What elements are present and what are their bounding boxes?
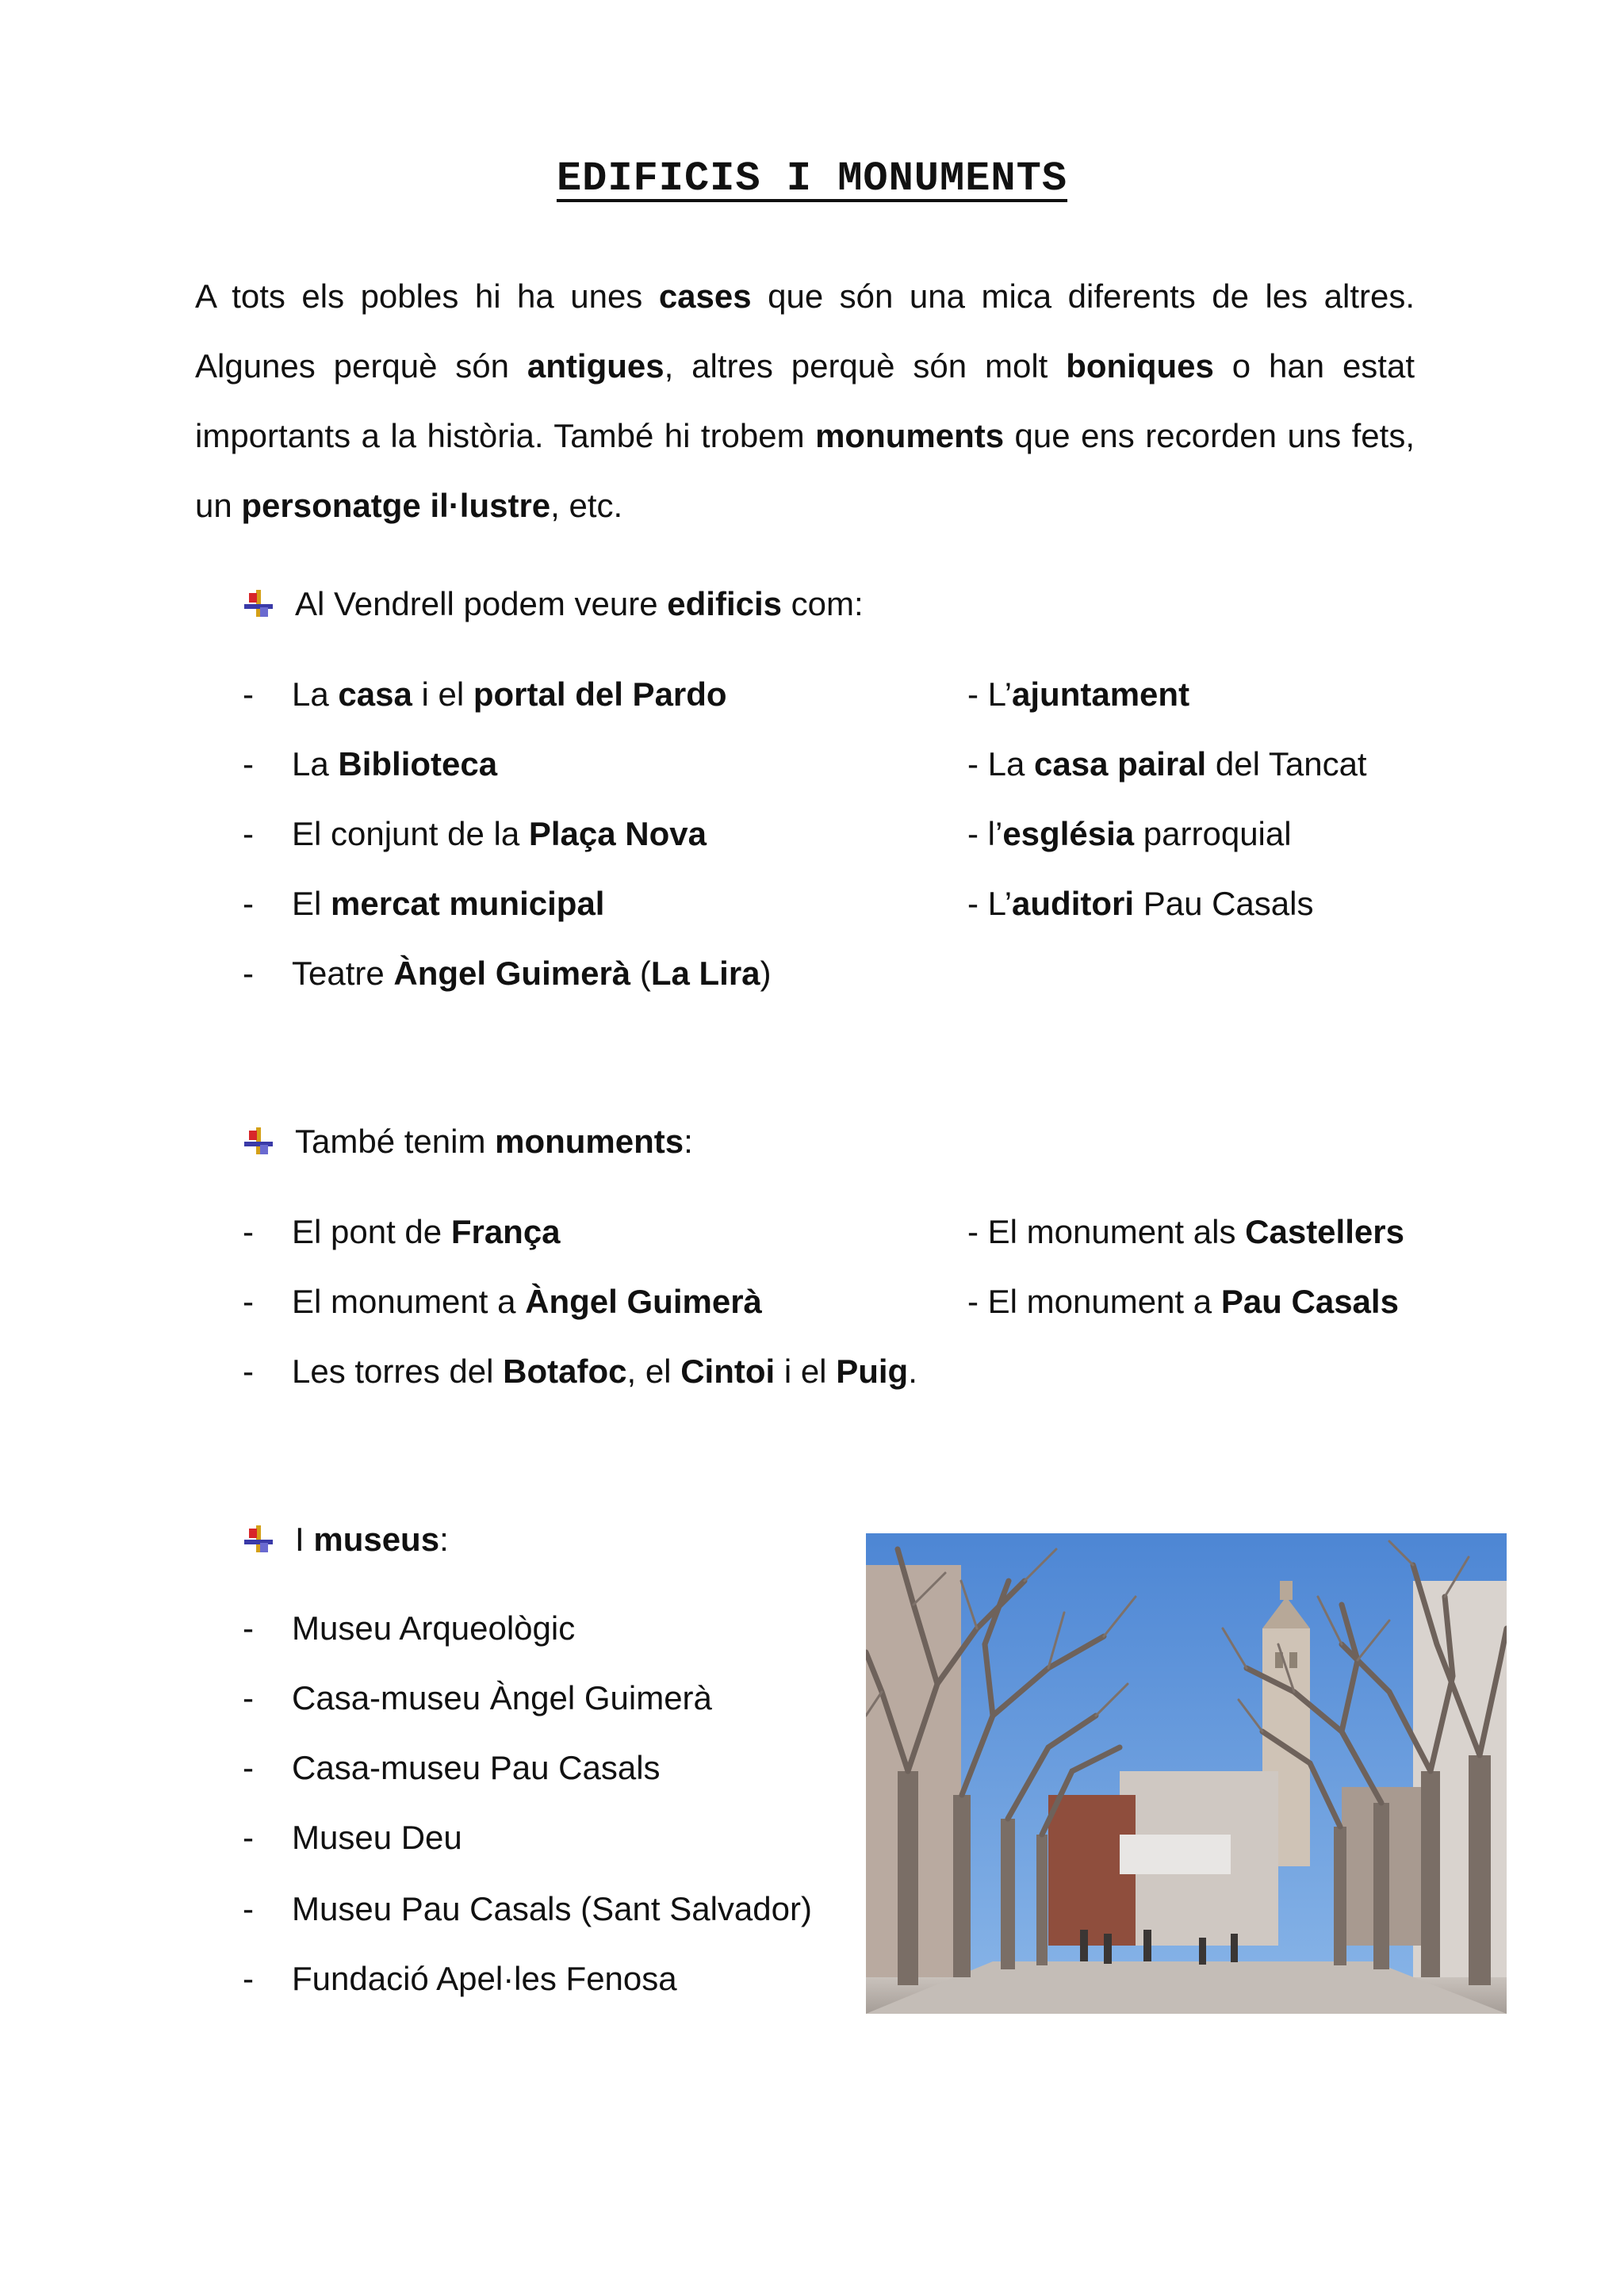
intro-paragraph xyxy=(195,262,1415,541)
item-bold: Botafoc xyxy=(503,1353,627,1390)
intro-bold: antigues xyxy=(527,347,665,385)
item-text: Pau Casals xyxy=(1134,885,1314,922)
item-bold: ajuntament xyxy=(1012,675,1190,713)
item-text: El monument a xyxy=(292,1283,526,1320)
item-text: Museu Pau Casals (Sant Salvador) xyxy=(292,1890,812,1927)
dash: - xyxy=(243,885,254,922)
item-text: i el xyxy=(775,1353,837,1390)
intro-text: que ens recorden uns fets, un xyxy=(195,417,1415,524)
list-item xyxy=(967,1208,1404,1256)
intro-bold: cases xyxy=(658,277,752,315)
item-bold: Biblioteca xyxy=(338,745,498,783)
dash: - xyxy=(243,745,254,783)
item-bold: mercat municipal xyxy=(331,885,605,922)
item-bold: església xyxy=(1002,815,1135,852)
item-text: . xyxy=(908,1353,917,1390)
intro-bold: boniques xyxy=(1066,347,1214,385)
heading-text: També tenim xyxy=(295,1123,496,1160)
dash: - xyxy=(243,1819,254,1856)
street-photo xyxy=(866,1533,1507,2014)
list-item xyxy=(967,1278,1399,1326)
intro-text: que són una mica diferents de les altres. Algunes perquè són xyxy=(195,277,1415,385)
item-text: La xyxy=(292,675,339,713)
item-bold: La Lira xyxy=(650,955,760,992)
dash: - xyxy=(243,1679,254,1716)
item-text: parroquial xyxy=(1134,815,1292,852)
bullet-cross-icon xyxy=(243,1126,274,1158)
street-photo-illustration xyxy=(866,1533,1507,2014)
item-text: - El monument als xyxy=(967,1213,1246,1250)
intro-text: A tots els pobles hi ha unes xyxy=(195,277,659,315)
item-text: El conjunt de la xyxy=(292,815,529,852)
item-bold: Castellers xyxy=(1245,1213,1404,1250)
item-bold: Àngel Guimerà xyxy=(525,1283,762,1320)
dash: - xyxy=(243,675,254,713)
intro-text: , etc. xyxy=(550,487,623,524)
section-heading-monuments xyxy=(243,1118,693,1165)
list-item xyxy=(967,810,1292,858)
item-text: - l’ xyxy=(967,815,1003,852)
list-item xyxy=(967,740,1367,788)
dash: - xyxy=(243,1749,254,1786)
item-bold: França xyxy=(450,1213,561,1250)
item-text: Museu Deu xyxy=(292,1819,462,1856)
bullet-cross-icon xyxy=(243,1524,274,1556)
item-text: - L’ xyxy=(967,885,1013,922)
item-text: ) xyxy=(760,955,772,992)
item-text: ( xyxy=(630,955,651,992)
item-text: - La xyxy=(967,745,1035,783)
heading-text: Al Vendrell podem veure xyxy=(295,585,668,622)
intro-text: , altres perquè són molt xyxy=(664,347,1067,385)
heading-bold: edificis xyxy=(667,585,783,622)
intro-text: o han estat importants a la història. També hi trobem xyxy=(195,347,1415,454)
list-item xyxy=(967,671,1189,718)
item-text: Les torres del xyxy=(292,1353,504,1390)
heading-bold: monuments xyxy=(495,1123,684,1160)
item-text: Casa-museu Pau Casals xyxy=(292,1749,661,1786)
item-text: Casa-museu Àngel Guimerà xyxy=(292,1679,712,1716)
dash: - xyxy=(243,1283,254,1320)
item-bold: Cintoi xyxy=(680,1353,776,1390)
item-text: La xyxy=(292,745,339,783)
item-bold: Àngel Guimerà xyxy=(393,955,631,992)
item-bold: Plaça Nova xyxy=(528,815,707,852)
item-text: i el xyxy=(412,675,473,713)
section-heading-museus xyxy=(243,1516,449,1563)
dash: - xyxy=(243,1890,254,1927)
title-text: EDIFICIS I MONUMENTS xyxy=(556,155,1068,202)
heading-text: I xyxy=(295,1521,314,1558)
item-bold: portal del Pardo xyxy=(473,675,727,713)
dash: - xyxy=(243,1213,254,1250)
item-text: Museu Arqueològic xyxy=(292,1609,576,1647)
bullet-cross-icon xyxy=(243,588,274,620)
item-text: - El monument a xyxy=(967,1283,1221,1320)
dash: - xyxy=(243,1353,254,1390)
page-title xyxy=(0,155,1624,202)
item-text: El pont de xyxy=(292,1213,451,1250)
list-item xyxy=(967,880,1313,928)
intro-bold: monuments xyxy=(815,417,1005,454)
heading-bold: museus xyxy=(313,1521,440,1558)
heading-text: com: xyxy=(782,585,864,622)
item-text: , el xyxy=(626,1353,681,1390)
item-bold: Puig xyxy=(836,1353,909,1390)
item-bold: Pau Casals xyxy=(1220,1283,1399,1320)
item-text: del Tancat xyxy=(1206,745,1367,783)
item-text: - L’ xyxy=(967,675,1013,713)
item-text: Fundació Apel·les Fenosa xyxy=(292,1960,677,1997)
section-heading-edificis xyxy=(243,580,864,628)
item-bold: casa pairal xyxy=(1034,745,1207,783)
dash: - xyxy=(243,955,254,992)
item-text: El xyxy=(292,885,331,922)
dash: - xyxy=(243,1960,254,1997)
item-text: Teatre xyxy=(292,955,394,992)
intro-bold: personatge il·lustre xyxy=(241,487,551,524)
dash: - xyxy=(243,815,254,852)
dash: - xyxy=(243,1609,254,1647)
item-bold: auditori xyxy=(1012,885,1135,922)
heading-text: : xyxy=(439,1521,449,1558)
heading-text: : xyxy=(684,1123,693,1160)
item-bold: casa xyxy=(338,675,412,713)
